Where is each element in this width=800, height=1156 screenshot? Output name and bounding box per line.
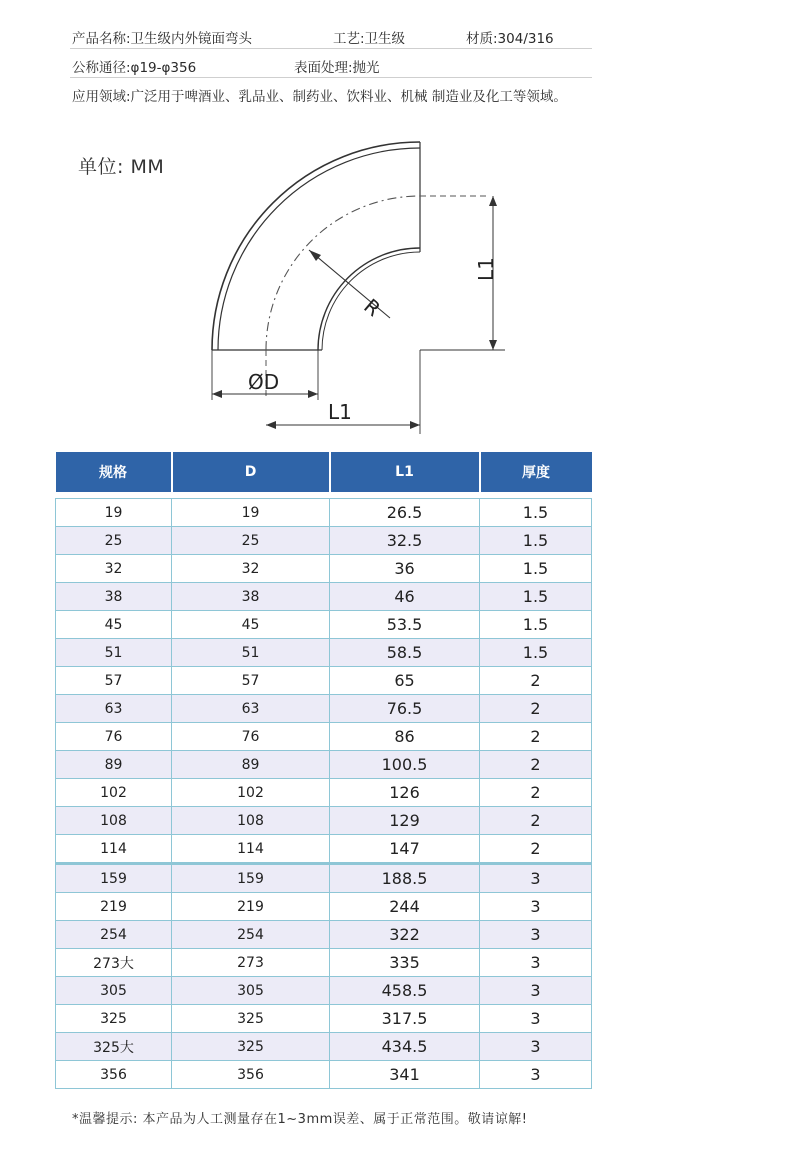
cell-d: 102 bbox=[172, 779, 330, 807]
spec-block bbox=[70, 20, 592, 106]
cell-thickness: 2 bbox=[480, 751, 592, 779]
cell-d: 63 bbox=[172, 695, 330, 723]
material: 材质:304/316 bbox=[466, 31, 554, 47]
surface-treatment: 表面处理:抛光 bbox=[294, 60, 380, 76]
elbow-drawing bbox=[190, 138, 520, 438]
cell-l1: 341 bbox=[330, 1061, 480, 1089]
table-row bbox=[56, 555, 592, 583]
cell-spec: 325大 bbox=[56, 1033, 172, 1061]
cell-spec: 45 bbox=[56, 611, 172, 639]
table-row bbox=[56, 807, 592, 835]
cell-spec: 32 bbox=[56, 555, 172, 583]
cell-thickness: 1.5 bbox=[480, 499, 592, 527]
cell-thickness: 2 bbox=[480, 695, 592, 723]
unit-label: 单位: MM bbox=[78, 156, 165, 178]
cell-l1: 317.5 bbox=[330, 1005, 480, 1033]
cell-d: 25 bbox=[172, 527, 330, 555]
cell-spec: 38 bbox=[56, 583, 172, 611]
table-row bbox=[56, 864, 592, 893]
cell-spec: 254 bbox=[56, 921, 172, 949]
l1-horizontal-label: L1 bbox=[328, 400, 352, 424]
cell-l1: 126 bbox=[330, 779, 480, 807]
table-row bbox=[56, 499, 592, 527]
cell-spec: 57 bbox=[56, 667, 172, 695]
table-row bbox=[56, 1005, 592, 1033]
table-row bbox=[56, 667, 592, 695]
cell-l1: 335 bbox=[330, 949, 480, 977]
cell-spec: 159 bbox=[56, 864, 172, 893]
cell-l1: 188.5 bbox=[330, 864, 480, 893]
cell-thickness: 3 bbox=[480, 864, 592, 893]
table-row bbox=[56, 583, 592, 611]
cell-thickness: 2 bbox=[480, 723, 592, 751]
elbow-outer-inner-arc bbox=[218, 148, 420, 350]
cell-l1: 58.5 bbox=[330, 639, 480, 667]
table-row bbox=[56, 695, 592, 723]
cell-d: 38 bbox=[172, 583, 330, 611]
table-header-row bbox=[56, 452, 592, 492]
cell-l1: 86 bbox=[330, 723, 480, 751]
table-row bbox=[56, 527, 592, 555]
cell-thickness: 2 bbox=[480, 835, 592, 864]
cell-spec: 219 bbox=[56, 893, 172, 921]
cell-d: 76 bbox=[172, 723, 330, 751]
cell-l1: 322 bbox=[330, 921, 480, 949]
cell-l1: 26.5 bbox=[330, 499, 480, 527]
cell-d: 159 bbox=[172, 864, 330, 893]
cell-d: 219 bbox=[172, 893, 330, 921]
cell-d: 89 bbox=[172, 751, 330, 779]
header-l1: L1 bbox=[330, 452, 480, 492]
cell-thickness: 3 bbox=[480, 893, 592, 921]
cell-l1: 147 bbox=[330, 835, 480, 864]
nominal-diameter: 公称通径:φ19-φ356 bbox=[72, 60, 197, 76]
table-row bbox=[56, 751, 592, 779]
elbow-outer-arc bbox=[212, 142, 420, 350]
cell-spec: 108 bbox=[56, 807, 172, 835]
header-spec: 规格 bbox=[56, 452, 172, 492]
cell-d: 108 bbox=[172, 807, 330, 835]
cell-spec: 114 bbox=[56, 835, 172, 864]
cell-thickness: 3 bbox=[480, 977, 592, 1005]
table-row bbox=[56, 779, 592, 807]
cell-spec: 51 bbox=[56, 639, 172, 667]
header-d: D bbox=[172, 452, 330, 492]
radius-arrow bbox=[309, 250, 321, 261]
cell-d: 254 bbox=[172, 921, 330, 949]
spec-table-wrap bbox=[55, 452, 591, 1089]
footer-note: *温馨提示: 本产品为人工测量存在1~3mm误差、属于正常范围。敬请谅解! bbox=[72, 1112, 528, 1127]
cell-d: 305 bbox=[172, 977, 330, 1005]
application: 应用领域:广泛用于啤酒业、乳品业、制药业、饮料业、机械 制造业及化工等领域。 bbox=[72, 89, 567, 105]
cell-d: 45 bbox=[172, 611, 330, 639]
spec-row-2 bbox=[70, 49, 592, 78]
table-body bbox=[56, 492, 592, 1089]
table-row bbox=[56, 1033, 592, 1061]
cell-d: 32 bbox=[172, 555, 330, 583]
cell-d: 325 bbox=[172, 1005, 330, 1033]
table-row bbox=[56, 949, 592, 977]
table-row bbox=[56, 639, 592, 667]
cell-l1: 53.5 bbox=[330, 611, 480, 639]
cell-l1: 129 bbox=[330, 807, 480, 835]
radius-label: R bbox=[359, 293, 386, 322]
centerline-arc bbox=[266, 196, 420, 350]
table-row bbox=[56, 921, 592, 949]
table-row bbox=[56, 611, 592, 639]
table-row bbox=[56, 835, 592, 864]
cell-spec: 305 bbox=[56, 977, 172, 1005]
cell-l1: 65 bbox=[330, 667, 480, 695]
cell-l1: 46 bbox=[330, 583, 480, 611]
cell-d: 356 bbox=[172, 1061, 330, 1089]
cell-l1: 434.5 bbox=[330, 1033, 480, 1061]
cell-d: 19 bbox=[172, 499, 330, 527]
cell-thickness: 1.5 bbox=[480, 527, 592, 555]
cell-thickness: 3 bbox=[480, 1005, 592, 1033]
cell-spec: 25 bbox=[56, 527, 172, 555]
spec-row-3 bbox=[70, 78, 592, 106]
product-name: 产品名称:卫生级内外镜面弯头 bbox=[72, 31, 253, 47]
cell-thickness: 2 bbox=[480, 779, 592, 807]
cell-l1: 244 bbox=[330, 893, 480, 921]
cell-l1: 458.5 bbox=[330, 977, 480, 1005]
table-row bbox=[56, 893, 592, 921]
cell-d: 51 bbox=[172, 639, 330, 667]
cell-thickness: 3 bbox=[480, 1033, 592, 1061]
cell-thickness: 3 bbox=[480, 1061, 592, 1089]
cell-l1: 32.5 bbox=[330, 527, 480, 555]
table-row bbox=[56, 977, 592, 1005]
cell-d: 273 bbox=[172, 949, 330, 977]
cell-d: 325 bbox=[172, 1033, 330, 1061]
process: 工艺:卫生级 bbox=[333, 31, 406, 47]
od-label: ØD bbox=[248, 370, 280, 394]
cell-l1: 36 bbox=[330, 555, 480, 583]
cell-d: 114 bbox=[172, 835, 330, 864]
cell-thickness: 1.5 bbox=[480, 611, 592, 639]
cell-thickness: 1.5 bbox=[480, 639, 592, 667]
cell-spec: 76 bbox=[56, 723, 172, 751]
spec-row-1 bbox=[70, 20, 592, 49]
cell-l1: 76.5 bbox=[330, 695, 480, 723]
cell-spec: 356 bbox=[56, 1061, 172, 1089]
cell-thickness: 1.5 bbox=[480, 583, 592, 611]
cell-thickness: 1.5 bbox=[480, 555, 592, 583]
cell-spec: 273大 bbox=[56, 949, 172, 977]
cell-l1: 100.5 bbox=[330, 751, 480, 779]
header-thickness: 厚度 bbox=[480, 452, 592, 492]
cell-spec: 63 bbox=[56, 695, 172, 723]
spec-table bbox=[55, 452, 592, 1089]
cell-d: 57 bbox=[172, 667, 330, 695]
table-row bbox=[56, 1061, 592, 1089]
cell-thickness: 3 bbox=[480, 949, 592, 977]
l1-vertical-label: L1 bbox=[474, 257, 498, 281]
cell-thickness: 2 bbox=[480, 667, 592, 695]
cell-spec: 89 bbox=[56, 751, 172, 779]
cell-spec: 19 bbox=[56, 499, 172, 527]
cell-spec: 325 bbox=[56, 1005, 172, 1033]
cell-thickness: 2 bbox=[480, 807, 592, 835]
table-row bbox=[56, 723, 592, 751]
elbow-inner-arc bbox=[318, 248, 420, 350]
cell-spec: 102 bbox=[56, 779, 172, 807]
cell-thickness: 3 bbox=[480, 921, 592, 949]
